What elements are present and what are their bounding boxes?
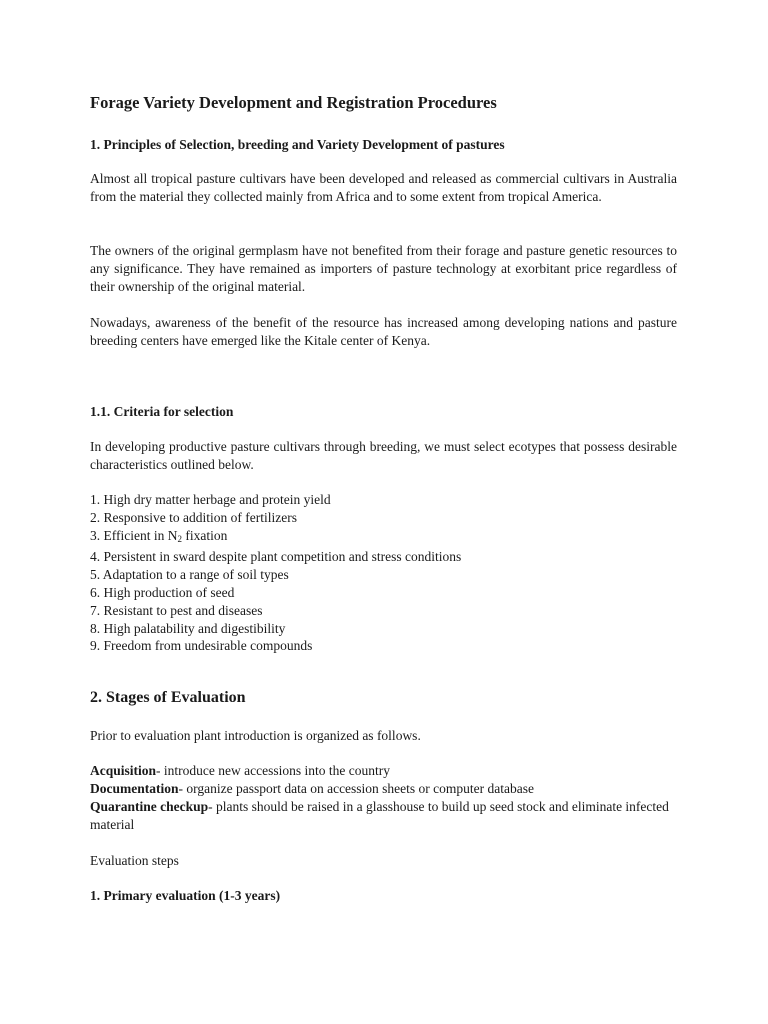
criteria-item-4: 4. Persistent in sward despite plant competition and stress conditions — [90, 549, 462, 565]
definition-documentation — [90, 780, 677, 798]
document-title: Forage Variety Development and Registration Procedures — [90, 93, 497, 112]
section-1-heading: 1. Principles of Selection, breeding and Variety Development of pastures — [90, 137, 505, 152]
criteria-item-8: 8. High palatability and digestibility — [90, 620, 286, 636]
criteria-item-7: 7. Resistant to pest and diseases — [90, 602, 263, 618]
definition-text: - introduce new accessions into the country — [156, 763, 390, 778]
section-1-1-heading: 1.1. Criteria for selection — [90, 404, 234, 419]
section-1-paragraph-3: Nowadays, awareness of the benefit of the resource has increased among developing nations and pasture breeding centers have emerged like the Kitale center of Kenya. — [90, 315, 677, 348]
section-2-intro: Prior to evaluation plant introduction is organized as follows. — [90, 728, 421, 743]
criteria-item-3 — [90, 527, 461, 549]
definition-quarantine — [90, 798, 677, 834]
criteria-list — [90, 491, 461, 655]
definition-term: Documentation — [90, 781, 179, 796]
criteria-item-2: 2. Responsive to addition of fertilizers — [90, 509, 297, 525]
section-1-paragraph-2: The owners of the original germplasm have not benefited from their forage and pasture genetic resources to any significance. They have remained as importers of pasture technology at exorbitant price regardless of their ownership of the original material. — [90, 243, 677, 294]
evaluation-steps-label: Evaluation steps — [90, 853, 179, 868]
definition-list — [90, 762, 677, 834]
criteria-item-6: 6. High production of seed — [90, 584, 235, 600]
criteria-intro: In developing productive pasture cultivars through breeding, we must select ecotypes that possess desirable characteristics outlined below. — [90, 439, 677, 472]
definition-text: - organize passport data on accession sheets or computer database — [178, 781, 534, 796]
definition-term: Quarantine checkup — [90, 799, 209, 814]
section-1-paragraph-1: Almost all tropical pasture cultivars have been developed and released as commercial cultivars in Australia from the material they collected mainly from Africa and to some extent from tropical America. — [90, 171, 677, 204]
criteria-item-5: 5. Adaptation to a range of soil types — [90, 567, 289, 583]
criteria-item-3-subscript: 2 — [177, 533, 182, 544]
section-2-heading: 2. Stages of Evaluation — [90, 689, 246, 706]
criteria-item-3-suffix: fixation — [181, 527, 228, 543]
definition-text: - plants should be raised in a glasshouse to build up seed stock and eliminate infected material — [90, 799, 669, 832]
definition-term: Acquisition — [90, 763, 157, 778]
criteria-item-1: 1. High dry matter herbage and protein yield — [90, 492, 331, 507]
primary-evaluation-heading: 1. Primary evaluation (1-3 years) — [90, 888, 281, 903]
criteria-item-9: 9. Freedom from undesirable compounds — [90, 638, 313, 654]
definition-acquisition — [90, 762, 677, 780]
criteria-item-3-text: 3. Efficient in N — [90, 527, 178, 543]
